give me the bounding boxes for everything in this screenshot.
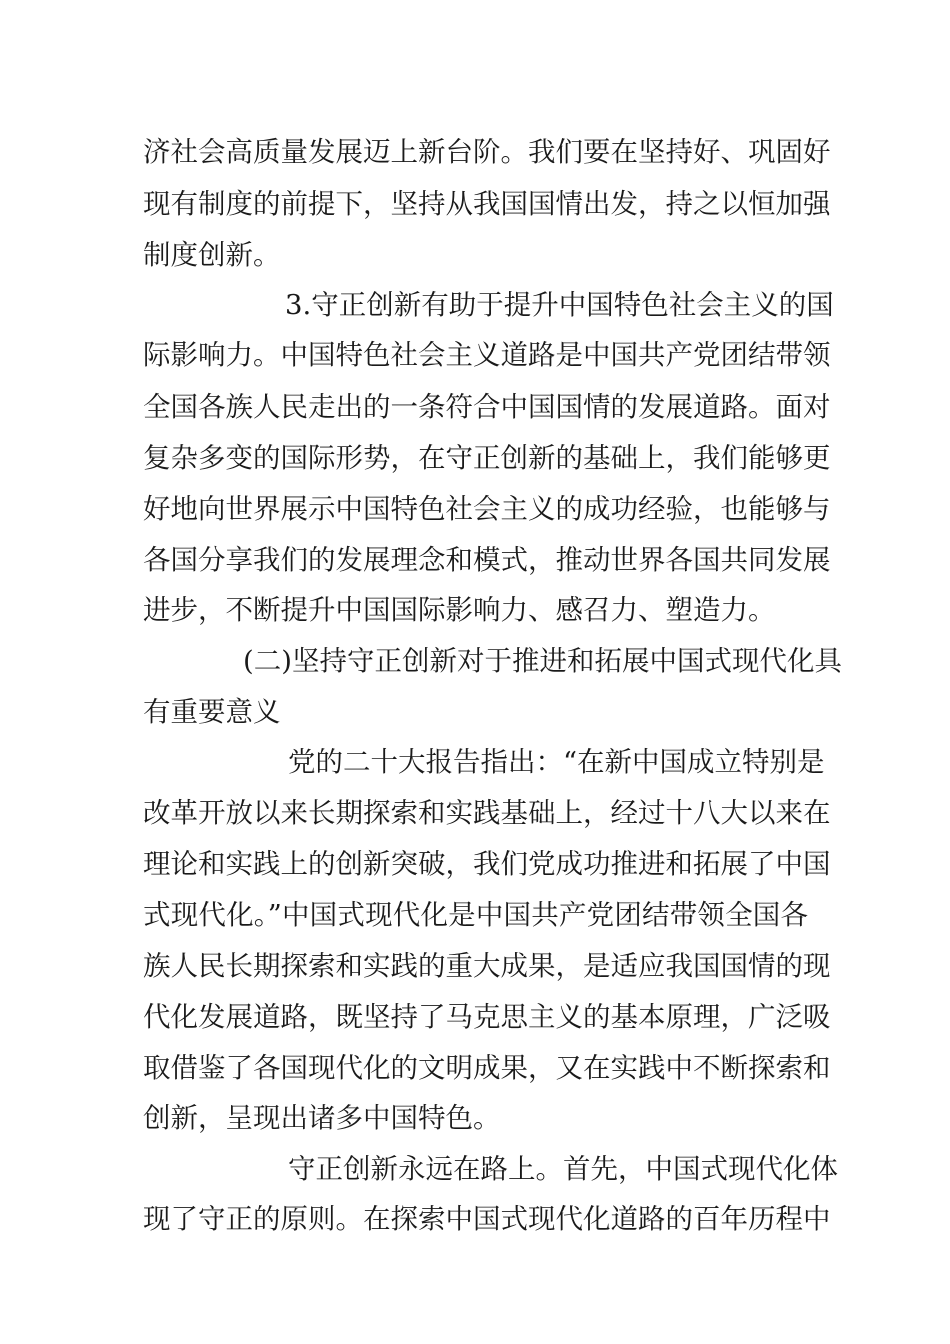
- section-heading-line: 3.守正创新有助于提升中国特色社会主义的国: [285, 289, 834, 321]
- text-line: 各国分享我们的发展理念和模式，推动世界各国共同发展: [143, 544, 831, 576]
- text-line: 好地向世界展示中国特色社会主义的成功经验，也能够与: [143, 493, 831, 525]
- text-line: 有重要意义: [143, 696, 281, 728]
- text-line: 全国各族人民走出的一条符合中国国情的发展道路。面对: [143, 391, 831, 423]
- text-line: 制度创新。: [143, 239, 281, 271]
- text-line: 式现代化。”中国式现代化是中国共产党团结带领全国各: [143, 899, 808, 931]
- text-line: 现有制度的前提下，坚持从我国国情出发，持之以恒加强: [143, 188, 831, 220]
- text-line: 复杂多变的国际形势，在守正创新的基础上，我们能够更: [143, 442, 831, 474]
- text-line: 济社会高质量发展迈上新台阶。我们要在坚持好、巩固好: [143, 136, 831, 168]
- text-line: 代化发展道路，既坚持了马克思主义的基本原理，广泛吸: [143, 1001, 831, 1033]
- text-line: 现了守正的原则。在探索中国式现代化道路的百年历程中: [143, 1203, 831, 1235]
- text-line: 取借鉴了各国现代化的文明成果，又在实践中不断探索和: [143, 1052, 831, 1084]
- text-line: 族人民长期探索和实践的重大成果，是适应我国国情的现: [143, 950, 831, 982]
- section-heading-line: (二)坚持守正创新对于推进和拓展中国式现代化具: [243, 645, 842, 677]
- text-line: 进步，不断提升中国国际影响力、感召力、塑造力。: [143, 594, 776, 626]
- text-line: 际影响力。中国特色社会主义道路是中国共产党团结带领: [143, 339, 831, 371]
- text-line: 守正创新永远在路上。首先，中国式现代化体: [288, 1153, 838, 1185]
- text-line: 理论和实践上的创新突破，我们党成功推进和拓展了中国: [143, 848, 831, 880]
- text-line: 党的二十大报告指出：“在新中国成立特别是: [288, 746, 825, 778]
- text-line: 改革开放以来长期探索和实践基础上，经过十八大以来在: [143, 797, 831, 829]
- text-line: 创新，呈现出诸多中国特色。: [143, 1102, 501, 1134]
